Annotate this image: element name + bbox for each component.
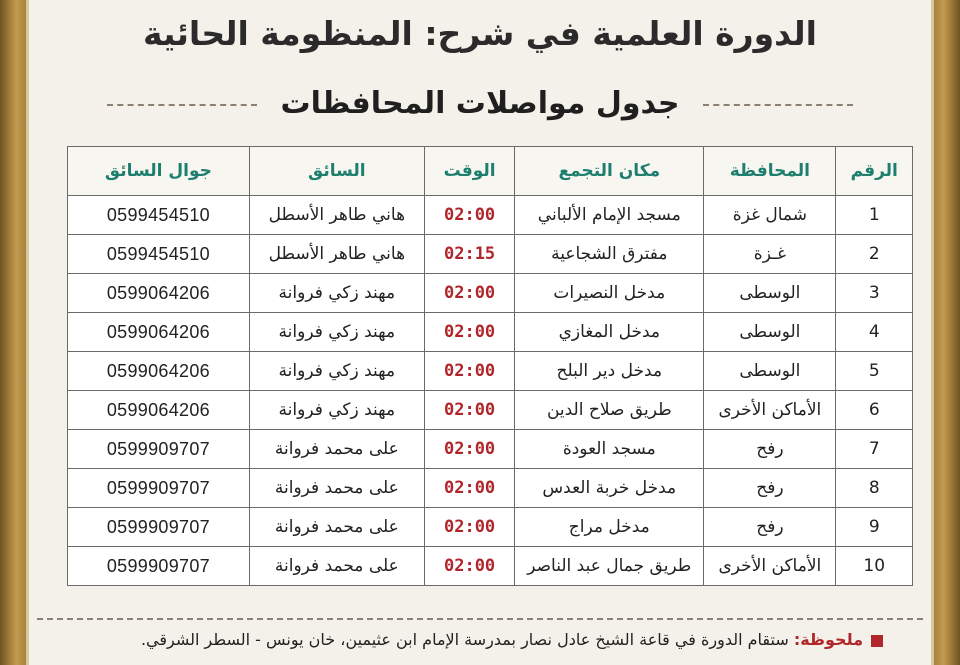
cell-driver-phone: 0599909707 — [68, 469, 250, 508]
table-row — [68, 313, 913, 352]
cell-driver: على محمد فروانة — [249, 508, 424, 547]
cell-meeting-place: مدخل خربة العدس — [515, 469, 704, 508]
cell-governorate: الأماكن الأخرى — [704, 547, 836, 586]
cell-number: 10 — [836, 547, 913, 586]
divider-bottom — [37, 618, 923, 620]
subtitle-row — [99, 86, 861, 126]
cell-number: 8 — [836, 469, 913, 508]
table-row — [68, 196, 913, 235]
cell-number: 4 — [836, 313, 913, 352]
cell-driver-phone: 0599909707 — [68, 547, 250, 586]
cell-number: 7 — [836, 430, 913, 469]
cell-time: 02:00 — [424, 508, 514, 547]
cell-time: 02:00 — [424, 391, 514, 430]
cell-time: 02:00 — [424, 469, 514, 508]
column-header-number: الرقم — [836, 147, 913, 196]
cell-governorate: الوسطى — [704, 274, 836, 313]
cell-meeting-place: مدخل المغازي — [515, 313, 704, 352]
footnote-label: ملحوظة: — [793, 630, 863, 649]
square-bullet-icon — [871, 635, 883, 647]
cell-number: 5 — [836, 352, 913, 391]
table-row — [68, 391, 913, 430]
cell-number: 9 — [836, 508, 913, 547]
cell-governorate: شمال غزة — [704, 196, 836, 235]
footnote — [141, 630, 883, 649]
cell-driver: هاني طاهر الأسطل — [249, 196, 424, 235]
transport-table — [67, 146, 913, 586]
cell-driver-phone: 0599064206 — [68, 391, 250, 430]
table-header-row — [68, 147, 913, 196]
page-subtitle: جدول مواصلات المحافظات — [280, 86, 680, 121]
cell-governorate: الوسطى — [704, 352, 836, 391]
cell-meeting-place: مدخل النصيرات — [515, 274, 704, 313]
cell-driver: مهند زكي فروانة — [249, 274, 424, 313]
table-row — [68, 547, 913, 586]
cell-driver-phone: 0599454510 — [68, 235, 250, 274]
cell-driver: على محمد فروانة — [249, 469, 424, 508]
cell-driver: مهند زكي فروانة — [249, 313, 424, 352]
cell-driver-phone: 0599909707 — [68, 508, 250, 547]
cell-driver: مهند زكي فروانة — [249, 391, 424, 430]
column-header-driver-phone: جوال السائق — [68, 147, 250, 196]
cell-driver-phone: 0599064206 — [68, 352, 250, 391]
table-row — [68, 274, 913, 313]
cell-number: 6 — [836, 391, 913, 430]
cell-driver-phone: 0599064206 — [68, 313, 250, 352]
cell-meeting-place: طريق جمال عبد الناصر — [515, 547, 704, 586]
table-row — [68, 469, 913, 508]
cell-driver-phone: 0599909707 — [68, 430, 250, 469]
table-row — [68, 508, 913, 547]
footnote-text: ستقام الدورة في قاعة الشيخ عادل نصار بمدرسة الإمام ابن عثيمين، خان يونس - السطر الشرقي. — [140, 630, 789, 649]
cell-governorate: رفح — [704, 508, 836, 547]
divider-right — [703, 104, 853, 106]
column-header-driver: السائق — [249, 147, 424, 196]
cell-meeting-place: مدخل مراج — [515, 508, 704, 547]
cell-number: 2 — [836, 235, 913, 274]
column-header-meeting-place: مكان التجمع — [515, 147, 704, 196]
cell-meeting-place: مدخل دير البلح — [515, 352, 704, 391]
table-row — [68, 430, 913, 469]
cell-meeting-place: طريق صلاح الدين — [515, 391, 704, 430]
cell-driver: هاني طاهر الأسطل — [249, 235, 424, 274]
cell-governorate: رفح — [704, 430, 836, 469]
cell-meeting-place: مسجد العودة — [515, 430, 704, 469]
page-title: الدورة العلمية في شرح: المنظومة الحائية — [143, 14, 817, 53]
cell-driver-phone: 0599064206 — [68, 274, 250, 313]
cell-governorate: الوسطى — [704, 313, 836, 352]
cell-number: 1 — [836, 196, 913, 235]
cell-time: 02:00 — [424, 430, 514, 469]
cell-driver: على محمد فروانة — [249, 430, 424, 469]
column-header-time: الوقت — [424, 147, 514, 196]
cell-meeting-place: مسجد الإمام الألباني — [515, 196, 704, 235]
cell-time: 02:00 — [424, 547, 514, 586]
cell-time: 02:00 — [424, 313, 514, 352]
cell-driver: على محمد فروانة — [249, 547, 424, 586]
cell-time: 02:00 — [424, 352, 514, 391]
column-header-governorate: المحافظة — [704, 147, 836, 196]
cell-time: 02:15 — [424, 235, 514, 274]
document-page — [26, 0, 934, 665]
cell-governorate: غـزة — [704, 235, 836, 274]
cell-governorate: رفح — [704, 469, 836, 508]
cell-time: 02:00 — [424, 274, 514, 313]
table-row — [68, 235, 913, 274]
cell-governorate: الأماكن الأخرى — [704, 391, 836, 430]
cell-driver-phone: 0599454510 — [68, 196, 250, 235]
cell-meeting-place: مفترق الشجاعية — [515, 235, 704, 274]
cell-driver: مهند زكي فروانة — [249, 352, 424, 391]
cell-number: 3 — [836, 274, 913, 313]
table-row — [68, 352, 913, 391]
cell-time: 02:00 — [424, 196, 514, 235]
